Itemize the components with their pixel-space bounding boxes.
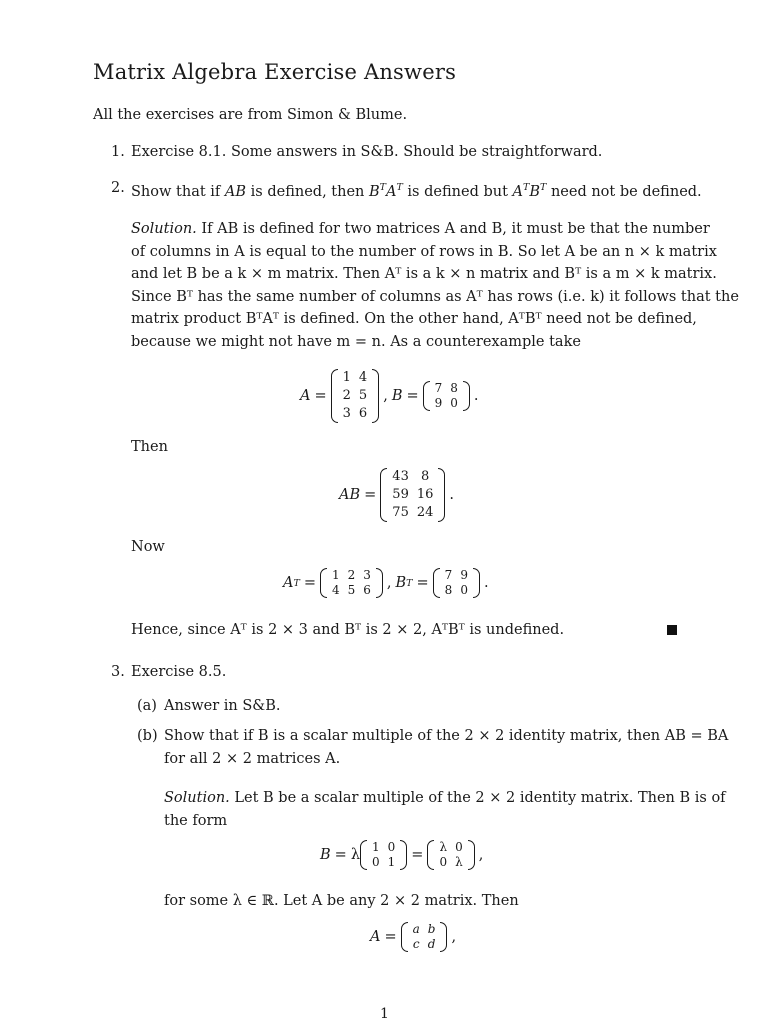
matrix-row	[328, 568, 375, 583]
matrix-cell: d	[427, 937, 436, 951]
matrix-BT	[433, 568, 480, 598]
for-some-text: for some λ ∈ ℝ. Let A be any 2 × 2 matrix. Then	[164, 893, 519, 909]
matrix-cell: 75	[392, 505, 409, 520]
matrix-row	[339, 369, 372, 387]
now-label: Now	[131, 539, 165, 555]
item-3b-text: Show that if B is a scalar multiple of the 2 × 2 identity matrix, then AB = BA for all 2 × 2 matrices A.	[164, 728, 729, 767]
matrix-cell: 43	[392, 469, 409, 484]
matrix-cell: 1	[387, 855, 396, 869]
matrix-cell: 8	[420, 469, 430, 484]
item-3b-label: (b)	[137, 728, 158, 744]
matrix-cell: a	[412, 922, 420, 936]
matrix-cell: 7	[434, 381, 443, 395]
matrix-row	[339, 405, 372, 423]
matrix-cell: 0	[450, 396, 458, 410]
matrix-B	[423, 381, 470, 411]
matrix-cell: λ	[439, 840, 448, 854]
matrix-cell: 1	[372, 840, 380, 854]
equation-AT-BT: A T = 1 2 3 4 5 6 , B T = 7 9 8 0 .	[283, 568, 489, 597]
qed-square	[667, 625, 677, 635]
matrix-row	[441, 583, 472, 598]
matrix-row	[368, 855, 399, 870]
matrix-cell: 1	[331, 568, 340, 582]
equation-A-abcd: A = a b c d ,	[370, 922, 457, 951]
matrix-cell: 9	[434, 396, 443, 410]
matrix-cell: 3	[363, 568, 371, 582]
then-label: Then	[131, 439, 168, 455]
matrix-cell: 3	[342, 406, 351, 421]
matrix-row	[388, 468, 437, 486]
matrix-cell: 4	[358, 370, 368, 385]
matrix-row	[431, 396, 462, 411]
equation-AB: AB = 43 8 59 16 75 24 .	[339, 469, 454, 520]
item-2-solution: Solution. If AB is defined for two matrices A and B, it must be that the number of columns in A is equal to the number of rows in B. So let A be an n × k matrix and let B be a k × m matrix. Then Aᵀ is a k × n matrix and Bᵀ is a m × k matrix. Since Bᵀ has the same number of columns as Aᵀ has rows (i.e. k) it follows that the matrix product BᵀAᵀ is defined. On the other hand, AᵀBᵀ need not be defined, because we might not have m = n. As a counterexample take	[131, 221, 739, 350]
matrix-row	[431, 381, 462, 396]
page-number: 1	[380, 1006, 389, 1022]
matrix-cell: 2	[342, 388, 351, 403]
matrix-row	[388, 486, 437, 504]
page-title: Matrix Algebra Exercise Answers	[93, 60, 457, 84]
matrix-cell: 4	[331, 583, 340, 597]
item-3b-solution: Solution. Let B be a scalar multiple of the 2 × 2 identity matrix. Then B is of the form	[164, 790, 726, 829]
matrix-cell: 5	[358, 388, 368, 403]
item-1-text: Exercise 8.1. Some answers in S&B. Should be straightforward.	[131, 144, 603, 160]
matrix-row	[441, 568, 472, 583]
intro-text: All the exercises are from Simon & Blume.	[93, 107, 408, 123]
matrix-cell: 8	[450, 381, 458, 395]
matrix-row	[435, 855, 466, 870]
matrix-cell: λ	[455, 855, 463, 869]
equation-B-lambda: B = λ 1 0 0 1 = λ 0 0 λ ,	[320, 840, 484, 869]
matrix-cell: 6	[363, 583, 371, 597]
matrix-row	[409, 937, 440, 952]
item-2-question: Show that if AB is defined, then $B^TA^T$ is defined but $A^TB^T$ need not be defined.	[131, 182, 702, 200]
matrix-cell: 59	[392, 487, 409, 502]
matrix-cell: 0	[455, 840, 463, 854]
matrix-cell: c	[412, 937, 420, 951]
matrix-cell: 7	[444, 568, 453, 582]
matrix-identity	[360, 840, 407, 870]
matrix-cell: b	[427, 922, 436, 936]
matrix-cell: 6	[358, 406, 368, 421]
matrix-AB	[380, 468, 445, 522]
matrix-lambda	[427, 840, 474, 870]
matrix-row	[409, 922, 440, 937]
matrix-row	[388, 504, 437, 522]
matrix-AT	[320, 568, 383, 598]
matrix-cell: 1	[342, 370, 351, 385]
matrix-row	[435, 840, 466, 855]
hence-text: Hence, since Aᵀ is 2 × 3 and Bᵀ is 2 × 2, AᵀBᵀ is undefined.	[131, 622, 565, 638]
matrix-cell: 0	[439, 855, 448, 869]
item-3-text: Exercise 8.5.	[131, 664, 227, 680]
matrix-abcd	[401, 922, 448, 952]
matrix-cell: 5	[347, 583, 356, 597]
matrix-cell: 9	[460, 568, 468, 582]
matrix-cell: 0	[460, 583, 468, 597]
matrix-cell: 0	[387, 840, 396, 854]
item-2-number: 2.	[111, 180, 125, 196]
matrix-row	[339, 387, 372, 405]
matrix-cell: 0	[372, 855, 380, 869]
matrix-cell: 2	[347, 568, 356, 582]
item-3-number: 3.	[111, 664, 125, 680]
matrix-cell: 16	[416, 487, 434, 502]
equation-A-B: A = 1 4 2 5 3 6 , B = 7 8 9 0 .	[300, 370, 479, 421]
item-3a-text: Answer in S&B.	[164, 698, 281, 714]
matrix-A	[331, 369, 380, 423]
item-1-number: 1.	[111, 144, 125, 160]
matrix-cell: 8	[444, 583, 453, 597]
matrix-row	[328, 583, 375, 598]
matrix-cell: 24	[416, 505, 434, 520]
item-3a-label: (a)	[137, 698, 157, 714]
matrix-row	[368, 840, 399, 855]
